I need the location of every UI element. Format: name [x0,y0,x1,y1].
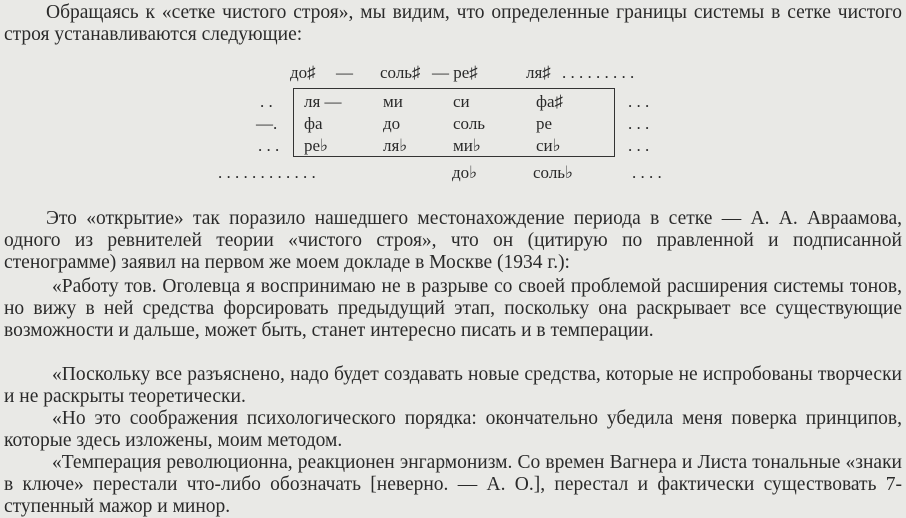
scheme-top-dots: . . . . . . . . . [562,63,635,82]
scheme-row2-trail: . . . [628,114,650,133]
scheme-bottom-dots-left: . . . . . . . . . . . . [218,163,316,182]
paragraph-3: «Поскольку все разъяснено, надо будет создавать новые средства, которые не испробованы творчески и не раскрыты теоретически. [4,364,902,407]
paragraph-1: Это «открытие» так поразило нашедшего местонахождение периода в сетке — А. А. Авраамова, одного из ревнителей теории «чистого строя», что он (цитирую по правленной и подписанной стенограмме) заявил на первом же моем докладе в Москве (1934 г.): [4,208,902,273]
scheme-top-note-1: до♯ [290,63,316,82]
scheme-row1-trail: . . . [628,92,650,111]
scheme-bottom-dots-right: . . . . [632,163,662,182]
scheme-row3-note-2: ля♭ [383,136,408,155]
scheme-row2-note-1: фа [304,114,323,133]
scheme-row1-note-1: ля — [304,92,342,111]
paragraph-2: «Работу тов. Оголевца я воспринимаю не в разрыве со своей проблемой расширения системы тонов, но вижу в ней средства форсировать предыдущий этап, поскольку она раскрывает все существующие возможности и дальше, может быть, станет интересно писать и в темперации. [4,276,902,341]
scheme-top-dash-1: — [336,63,353,82]
scheme-row3-trail: . . . [628,136,650,155]
scheme-row2-note-4: ре [536,114,553,133]
scheme-row3-note-4: си♭ [536,136,561,155]
scheme-row3-lead: . . . [258,136,280,155]
scheme-row2-note-3: соль [453,114,486,133]
scheme-row1-lead: . . [260,92,273,111]
scheme-row3-note-3: ми♭ [453,136,481,155]
scheme-row2-note-2: до [383,114,401,133]
scheme-row3-note-1: ре♭ [304,136,329,155]
paragraph-4: «Но это соображения психологического порядка: окончательно убедила меня поверка принципов, которые здесь изложены, моим методом. [4,408,902,451]
scheme-top-dash-2: — ре♯ [432,63,478,82]
scheme-bottom-note-2: соль♭ [533,163,574,182]
scheme-row1-note-2: ми [383,92,403,111]
scheme-row2-lead: —. [256,114,278,133]
paragraph-5: «Темперация революционна, реакционен энгармонизм. Со времен Вагнера и Листа тональные «знаки в ключе» перестали что-либо обозначать [неверно. — А. О.], перестал и фактически существовать 7-ступенный мажор и минор. [4,452,902,517]
scheme-top-note-2: соль♯ [380,63,421,82]
scheme-row1-note-4: фа♯ [536,92,564,111]
scheme-bottom-note-1: до♭ [452,163,478,182]
scheme-top-note-3: ля♯ [526,63,551,82]
scheme-row1-note-3: си [453,92,470,111]
intro-paragraph: Обращаясь к «сетке чистого строя», мы видим, что определенные границы системы в сетке чистого строя устанавливаются следующие: [4,2,902,45]
